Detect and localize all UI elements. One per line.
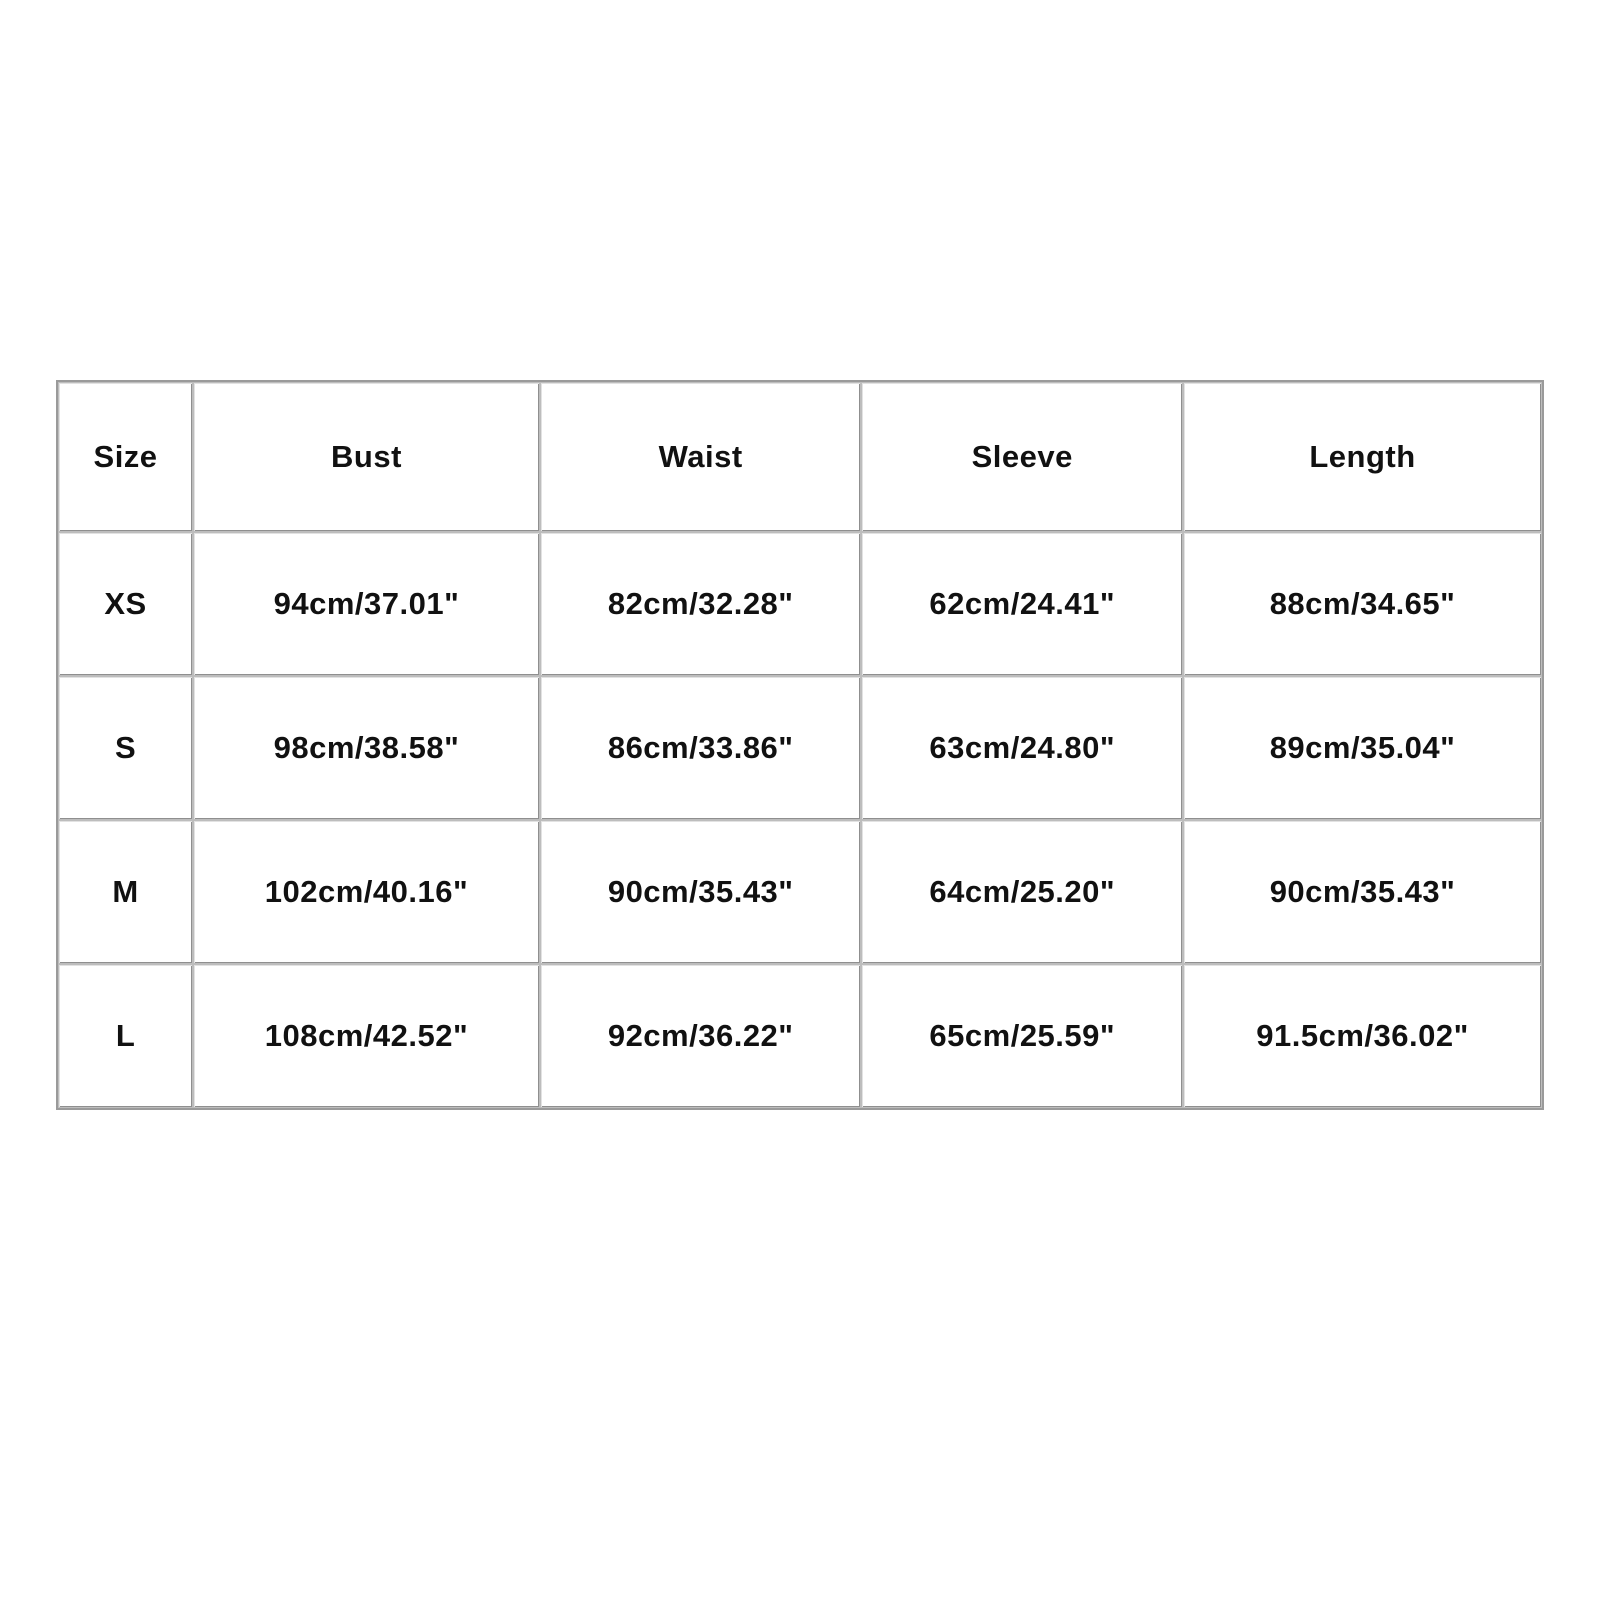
cell-size: M [58, 820, 193, 964]
table-row-xs [58, 532, 1542, 676]
cell-length: 90cm/35.43" [1183, 820, 1542, 964]
size-chart-table [56, 380, 1544, 1110]
cell-bust: 108cm/42.52" [193, 964, 540, 1108]
cell-length: 91.5cm/36.02" [1183, 964, 1542, 1108]
header-size: Size [58, 382, 193, 532]
cell-waist: 90cm/35.43" [540, 820, 862, 964]
cell-sleeve: 62cm/24.41" [861, 532, 1183, 676]
table-header-row [58, 382, 1542, 532]
cell-size: S [58, 676, 193, 820]
cell-waist: 82cm/32.28" [540, 532, 862, 676]
header-sleeve: Sleeve [861, 382, 1183, 532]
header-waist: Waist [540, 382, 862, 532]
cell-bust: 98cm/38.58" [193, 676, 540, 820]
table-row-l [58, 964, 1542, 1108]
cell-sleeve: 65cm/25.59" [861, 964, 1183, 1108]
table-row-m [58, 820, 1542, 964]
cell-waist: 92cm/36.22" [540, 964, 862, 1108]
cell-length: 88cm/34.65" [1183, 532, 1542, 676]
cell-size: XS [58, 532, 193, 676]
table-row-s [58, 676, 1542, 820]
cell-sleeve: 64cm/25.20" [861, 820, 1183, 964]
cell-sleeve: 63cm/24.80" [861, 676, 1183, 820]
cell-bust: 94cm/37.01" [193, 532, 540, 676]
header-bust: Bust [193, 382, 540, 532]
cell-waist: 86cm/33.86" [540, 676, 862, 820]
cell-bust: 102cm/40.16" [193, 820, 540, 964]
cell-size: L [58, 964, 193, 1108]
header-length: Length [1183, 382, 1542, 532]
cell-length: 89cm/35.04" [1183, 676, 1542, 820]
